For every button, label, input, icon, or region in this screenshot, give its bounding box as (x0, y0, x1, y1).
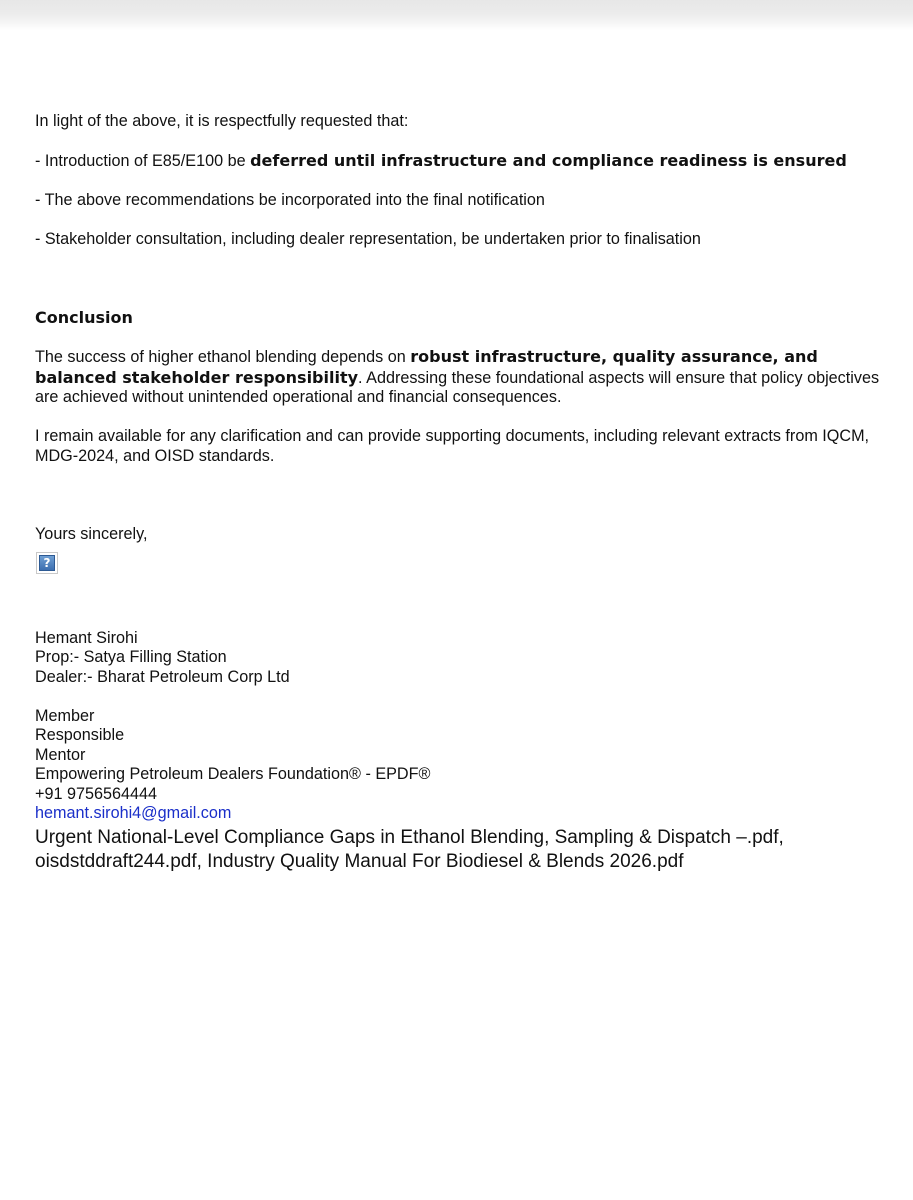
attachments-list[interactable] (35, 826, 895, 874)
broken-image-icon[interactable] (36, 552, 58, 574)
conclusion-p1-suffix: . Addressing these foundational aspects will ensure that policy objectives are achieved without unintended operational and financial consequences. (35, 368, 880, 406)
attachments-line-2[interactable]: oisdstddraft244.pdf, Industry Quality Manual For Biodiesel & Blends 2026.pdf (35, 850, 684, 872)
email-body (35, 112, 895, 874)
signature-role-responsible: Responsible (35, 726, 125, 744)
question-mark-icon: ? (39, 555, 55, 571)
signature-email-link[interactable]: hemant.sirohi4@gmail.com (35, 804, 232, 822)
request-item-1-bold: deferred until infrastructure and compliance readiness is ensured (250, 151, 847, 170)
conclusion-heading: Conclusion (35, 308, 133, 327)
signature-name: Hemant Sirohi (35, 628, 138, 647)
conclusion-paragraph-1 (35, 347, 895, 408)
request-item-1 (35, 151, 895, 172)
signature-org: Empowering Petroleum Dealers Foundation® - EPDF® (35, 765, 431, 783)
request-item-3: - Stakeholder consultation, including dealer representation, be undertaken prior to finalisation (35, 230, 701, 248)
conclusion-paragraph-2: I remain available for any clarification and can provide supporting documents, including relevant extracts from IQCM, MDG-2024, and OISD standards. (35, 427, 870, 465)
conclusion-p1-prefix: The success of higher ethanol blending depends on (35, 348, 411, 366)
signature-role-member: Member (35, 706, 95, 725)
signature-role-mentor: Mentor (35, 745, 86, 764)
signature-dealer: Dealer:- Bharat Petroleum Corp Ltd (35, 667, 290, 686)
signature-prop: Prop:- Satya Filling Station (35, 648, 227, 666)
closing-salutation: Yours sincerely, (35, 524, 148, 543)
attachments-line-1[interactable]: Urgent National-Level Compliance Gaps in Ethanol Blending, Sampling & Dispatch –.pdf, (35, 826, 784, 848)
request-item-2: - The above recommendations be incorporated into the final notification (35, 191, 545, 209)
request-intro: In light of the above, it is respectfully requested that: (35, 112, 409, 130)
window-top-bar (0, 0, 913, 30)
signature-phone[interactable]: +91 9756564444 (35, 784, 157, 803)
conclusion-p1-bold: robust infrastructure, quality assurance, and balanced stakeholder responsibility (35, 347, 818, 387)
request-item-1-prefix: - Introduction of E85/E100 be (35, 152, 251, 170)
